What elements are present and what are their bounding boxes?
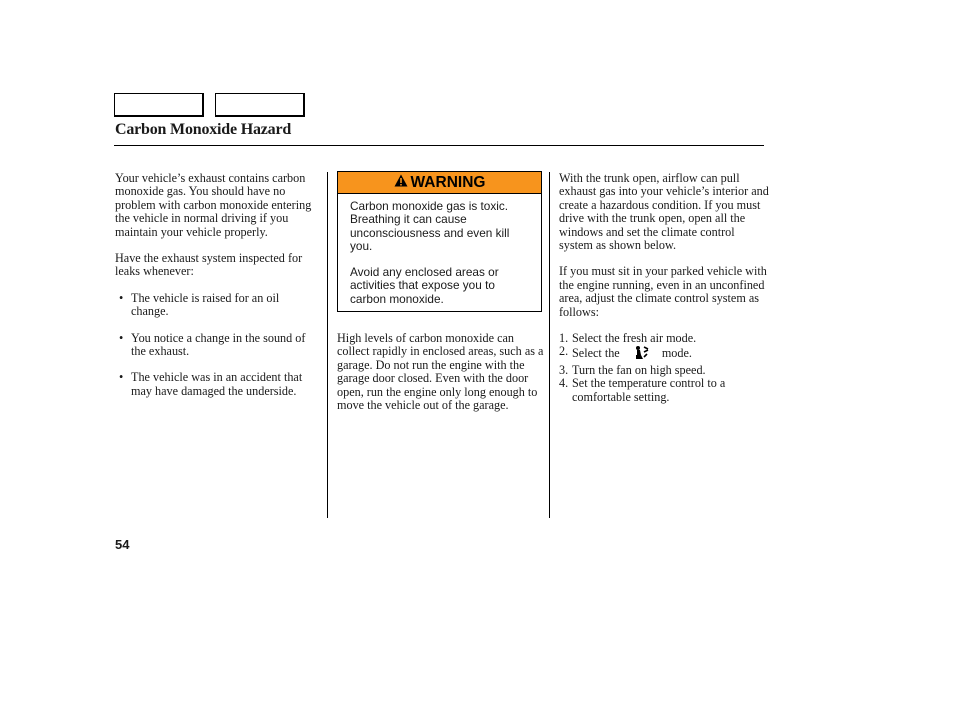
step-number: 4.: [559, 376, 569, 391]
list-item: [559, 377, 769, 404]
step-number: 2.: [559, 344, 569, 359]
page-title: Carbon Monoxide Hazard: [115, 121, 292, 138]
list-item: [559, 332, 769, 345]
bullet-text: The vehicle was in an accident that may have damaged the underside.: [131, 370, 303, 398]
list-item: [115, 292, 315, 319]
page-number: 54: [115, 537, 130, 552]
bullet-text: The vehicle is raised for an oil change.: [131, 290, 280, 319]
step-text: [572, 345, 692, 363]
step-number: 3.: [559, 362, 569, 377]
bullet-dot: •: [119, 330, 124, 345]
bullet-text: You notice a change in the sound of the exhaust.: [131, 330, 306, 359]
bullet-dot: •: [119, 370, 124, 385]
warning-label: WARNING: [410, 173, 486, 191]
middle-column: [337, 332, 547, 412]
steps-list: [559, 332, 769, 404]
step-text-post: mode.: [661, 346, 692, 361]
column-divider: [549, 172, 550, 518]
title-divider: [114, 145, 764, 146]
step-text: Set the temperature control to a comfortable setting.: [572, 376, 726, 404]
vent-mode-icon: [623, 345, 659, 363]
step-text-pre: Select the: [572, 346, 620, 361]
trunk-paragraph: With the trunk open, airflow can pull exhaust gas into your vehicle’s interior and create a hazardous condition. If you must drive with the trunk open, open all the windows and set the climate control system as shown below.: [559, 171, 769, 253]
list-item: [559, 364, 769, 377]
bullet-dot: •: [119, 290, 124, 305]
step-text: Select the fresh air mode.: [572, 331, 697, 346]
intro-paragraph: Your vehicle’s exhaust contains carbon monoxide gas. You should have no problem with carbon monoxide entering the vehicle in normal driving if you maintain your vehicle properly.: [115, 171, 312, 239]
list-item: [559, 345, 769, 363]
list-item: [115, 371, 315, 398]
inspect-paragraph: Have the exhaust system inspected for leaks whenever:: [115, 251, 303, 279]
list-item: [115, 332, 315, 359]
warning-body: [338, 194, 541, 306]
left-column: [115, 172, 315, 398]
nav-tab-box-1[interactable]: [114, 93, 204, 117]
warning-triangle-icon: [394, 174, 408, 192]
step-number: 1.: [559, 331, 569, 346]
warning-text: Avoid any enclosed areas or activities that expose you to carbon monoxide.: [350, 265, 499, 306]
warning-box: [337, 171, 542, 312]
parked-paragraph: If you must sit in your parked vehicle with the engine running, even in an unconfined area, adjust the climate control system as follows:: [559, 264, 767, 319]
right-column: [559, 172, 769, 404]
step-text: Turn the fan on high speed.: [572, 362, 706, 377]
warning-header: [338, 172, 541, 194]
garage-paragraph: High levels of carbon monoxide can collect rapidly in enclosed areas, such as a garage. Do not run the engine with the garage door closed. Even with the door open, run the engine only long enough to move the vehicle out of the garage.: [337, 331, 544, 413]
warning-text: Carbon monoxide gas is toxic. Breathing it can cause unconsciousness and even kill you.: [350, 199, 510, 253]
column-divider: [327, 172, 328, 518]
nav-tab-box-2[interactable]: [215, 93, 305, 117]
